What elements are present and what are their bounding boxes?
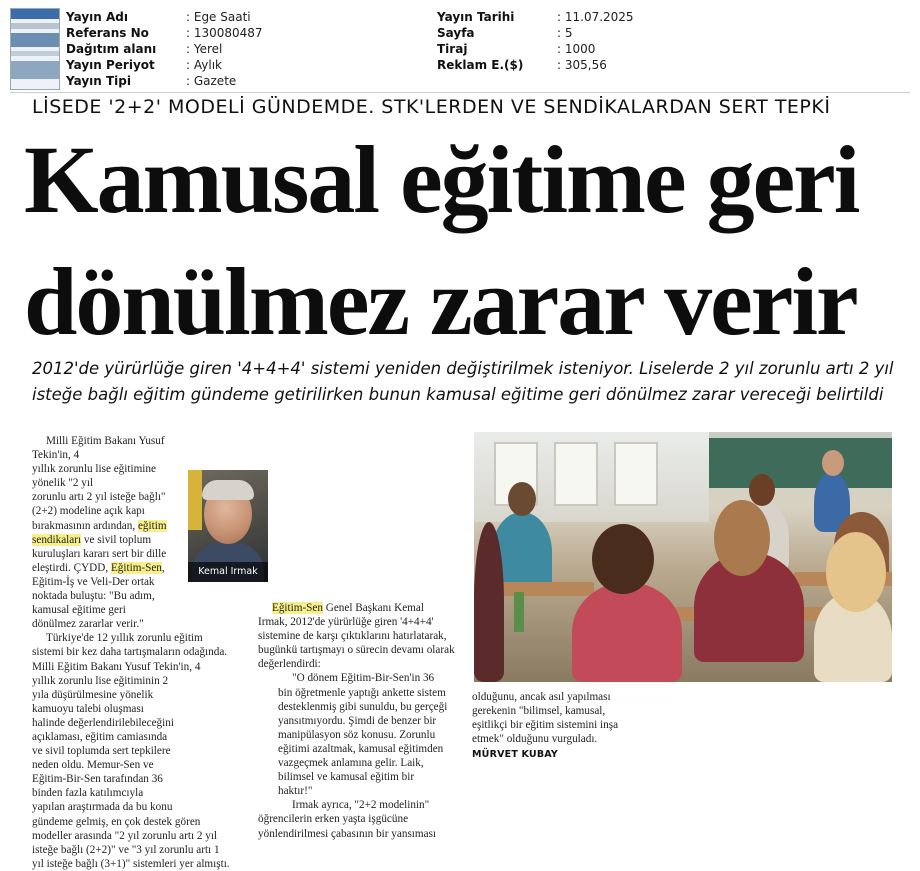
meta-value: : Gazete — [186, 74, 237, 88]
body-line: yıla düşürülmesine yönelik — [32, 688, 154, 701]
author-credit: MÜRVET KUBAY — [472, 749, 558, 761]
meta-key: Yayın Periyot — [66, 58, 155, 72]
meta-value: : 130080487 — [186, 26, 263, 40]
highlighted-term: Eğitim-Sen — [110, 561, 162, 574]
body-line: Milli Eğitim Bakanı Yusuf Tekin'in, 4 — [32, 660, 201, 673]
meta-left — [66, 9, 263, 89]
article-headline — [24, 124, 904, 358]
meta-key: Yayın Adı — [66, 10, 128, 24]
quote-line: manipülasyon söz konusu. Zorunlu — [278, 728, 436, 741]
meta-value: : Ege Saati — [186, 10, 251, 24]
body-line: eleştirdi. ÇYDD, Eğitim-Sen, — [32, 561, 165, 574]
body-line — [32, 533, 192, 547]
body-line: yıl isteğe bağlı (3+1)" sistemleri yer almıştı. — [32, 857, 230, 870]
body-line: Eğitim-Bir-Sen tarafından 36 — [32, 773, 163, 786]
body-line — [258, 601, 458, 615]
body-line: öğrencilerin erken yaşta işgücüne — [258, 813, 409, 826]
body-line: zorunlu artı 2 yıl isteğe bağlı" — [32, 491, 166, 504]
meta-value: : Aylık — [186, 58, 222, 72]
clipping-thumbnail — [10, 8, 60, 90]
deck-line: isteğe bağlı eğitim gündeme getirilirken bunun kamusal eğitime geri dönülmez zarar vereceği belirtildi — [32, 385, 884, 404]
quote-line: desteklenmiş gibi sunuldu, bu gerçeği — [278, 700, 448, 713]
header-divider — [10, 92, 910, 93]
photo-caption: Kemal Irmak — [188, 562, 268, 582]
body-line: Milli Eğitim Bakanı Yusuf Tekin'in, 4 — [32, 435, 165, 462]
column-2 — [258, 601, 458, 841]
body-line: halinde değerlendirilebileceğini — [32, 716, 174, 729]
body-line: yıllık zorunlu lise eğitiminin 2 — [32, 674, 169, 687]
body-line: değerlendirdi: — [258, 658, 321, 671]
body-line: (2+2) modeline açık kapı — [32, 505, 145, 518]
body-line: noktada buluştu: "Bu adım, — [32, 590, 155, 603]
body-text: Genel Başkanı Kemal — [322, 602, 424, 614]
quote-line: haktır!" — [278, 785, 313, 798]
body-line: sistemine de karşı çıktıklarını hatırlatarak, — [258, 630, 447, 643]
meta-key: Tiraj — [437, 42, 468, 56]
quote-line: vazgeçmek anlamına gelir. Laik, — [278, 757, 424, 770]
meta-value: : Yerel — [186, 42, 223, 56]
column-3 — [472, 690, 672, 762]
body-text: bırakmasının ardından, — [32, 519, 138, 532]
body-line: Eğitim-İş ve Veli-Der ortak — [32, 575, 155, 588]
meta-value: : 11.07.2025 — [557, 10, 634, 24]
highlighted-term: Eğitim-Sen — [272, 602, 323, 614]
body-line: olduğunu, ancak asıl yapılması — [472, 691, 611, 703]
meta-key: Referans No — [66, 26, 149, 40]
body-line: Irmak ayrıca, "2+2 modelinin" — [292, 799, 430, 812]
meta-key: Yayın Tarihi — [437, 10, 515, 24]
body-line: neden oldu. Memur-Sen ve — [32, 759, 154, 772]
article-kicker: LİSEDE '2+2' MODELİ GÜNDEMDE. STK'LERDEN VE SENDİKALARDAN SERT TEPKİ — [32, 96, 831, 118]
quote-line: bilimsel ve kamusal eğitim bir — [278, 771, 415, 784]
headline-line: dönülmez zarar verir — [24, 248, 857, 355]
meta-key: Dağıtım alanı — [66, 42, 157, 56]
meta-right — [437, 9, 634, 73]
quote-line: yansıtmıyordu. Şimdi de benzer bir — [278, 714, 437, 727]
meta-key: Sayfa — [437, 26, 475, 40]
body-line: Irmak, 2012'de yürürlüğe giren '4+4+4' — [258, 616, 434, 629]
body-line: eşitlikçi bir eğitim sistemini inşa — [472, 719, 619, 732]
body-line: yıllık zorunlu lise eğitimine yönelik "2 yıl — [32, 463, 156, 490]
body-line — [32, 519, 192, 533]
body-line: yönlendirilmesi çabasının bir yansıması — [258, 827, 437, 840]
body-line: bugünkü tartışmayı o sürecin devamı olarak — [258, 644, 455, 657]
body-text: eleştirdi. ÇYDD, — [32, 561, 111, 574]
meta-key: Yayın Tipi — [66, 74, 131, 88]
highlighted-term: eğitim — [137, 519, 167, 532]
body-line: sistemi bir kez daha tartışmaların odağında. — [32, 646, 228, 659]
article-deck — [32, 356, 907, 408]
body-line: açıklaması, eğitim camiasında — [32, 730, 168, 743]
quote-line: eğitimi azaltmak, kamusal eğitimden — [278, 742, 444, 755]
quote-line: "O dönem Eğitim-Bir-Sen'in 36 — [292, 672, 435, 685]
body-line: yapılan araştırmada da bu konu — [32, 801, 173, 814]
body-line: Türkiye'de 12 yıllık zorunlu eğitim — [46, 632, 203, 645]
deck-line: 2012'de yürürlüğe giren '4+4+4' sistemi yeniden değiştirilmek isteniyor. Liselerde 2 yıl zorunlu artı 2 yıl — [32, 359, 894, 378]
body-line: kuruluşları kararı sert bir dille — [32, 547, 167, 560]
body-line: ve sivil toplumda sert tepkilere — [32, 745, 171, 758]
body-line: kamuoyu talebi oluşması — [32, 702, 144, 715]
body-line: modeller arasında "2 yıl zorunlu artı 2 yıl — [32, 829, 218, 842]
body-line: binden fazla katılımcıyla — [32, 787, 144, 800]
body-line: gerekenin "bilimsel, kamusal, — [472, 705, 606, 718]
body-line: etmek" olduğunu vurguladı. — [472, 733, 598, 746]
headline-line: Kamusal eğitime geri — [24, 126, 859, 233]
meta-key: Reklam E.($) — [437, 58, 524, 72]
body-line: dönülmez zararlar verir." — [32, 618, 144, 631]
highlighted-term: sendikaları — [32, 533, 82, 546]
body-text: ve sivil toplum — [81, 533, 152, 546]
quote-line: bin öğretmenle yaptığı ankette sistem — [278, 686, 446, 699]
meta-value: : 1000 — [557, 42, 596, 56]
meta-value: : 305,56 — [557, 58, 607, 72]
body-line: isteğe bağlı (2+2)" ve "3 yıl zorunlu artı 1 — [32, 843, 220, 856]
body-line: gündeme gelmiş, en çok destek gören — [32, 815, 201, 828]
classroom-photo — [474, 432, 892, 682]
body-line: kamusal eğitime geri — [32, 604, 126, 617]
meta-value: : 5 — [557, 26, 573, 40]
